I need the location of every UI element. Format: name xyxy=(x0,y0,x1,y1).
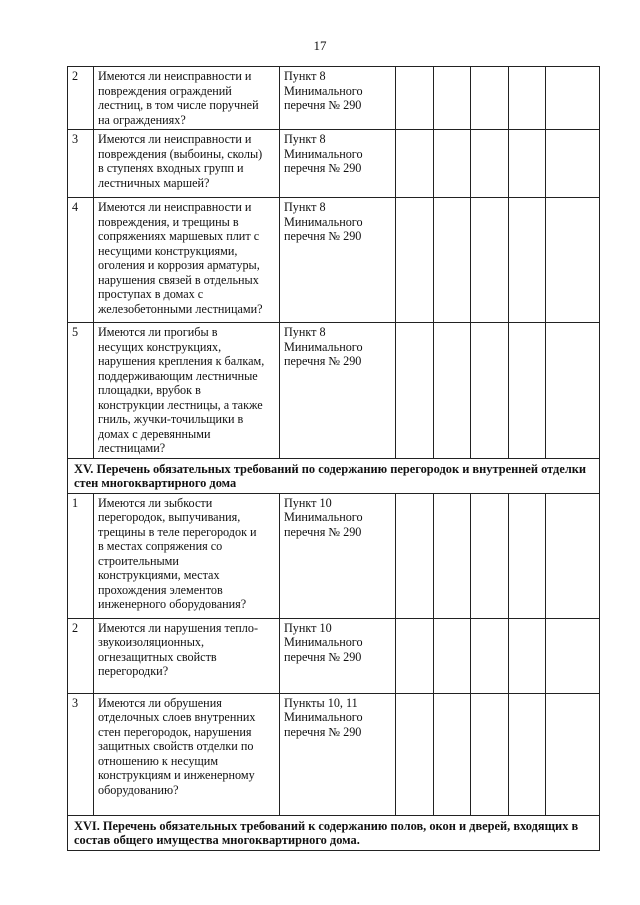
section-header-xvi xyxy=(68,815,600,850)
answer-cell-no[interactable] xyxy=(434,618,471,693)
requirement-question: Имеются ли обрушения отделочных слоев внутренних стен перегородок, нарушения защитных свойств отделки по отношению к несущим конструкциям и инженерному оборудованию? xyxy=(94,693,280,815)
notes-cell[interactable] xyxy=(546,693,600,815)
requirements-checklist-table xyxy=(67,66,600,851)
answer-cell-no[interactable] xyxy=(434,323,471,459)
answer-cell-yes[interactable] xyxy=(396,67,434,130)
answer-cell-extra[interactable] xyxy=(509,323,546,459)
notes-cell[interactable] xyxy=(546,618,600,693)
notes-cell[interactable] xyxy=(546,198,600,323)
answer-cell-na[interactable] xyxy=(471,130,509,198)
row-number: 3 xyxy=(68,693,94,815)
answer-cell-yes[interactable] xyxy=(396,323,434,459)
table-row xyxy=(68,323,600,459)
answer-cell-na[interactable] xyxy=(471,618,509,693)
notes-cell[interactable] xyxy=(546,67,600,130)
table-row xyxy=(68,130,600,198)
requirement-question: Имеются ли неисправности и повреждения (выбоины, сколы) в ступенях входных групп и лестничных маршей? xyxy=(94,130,280,198)
row-number: 2 xyxy=(68,618,94,693)
answer-cell-na[interactable] xyxy=(471,323,509,459)
row-number: 2 xyxy=(68,67,94,130)
answer-cell-yes[interactable] xyxy=(396,130,434,198)
requirement-question: Имеются ли нарушения тепло- звукоизоляционных, огнезащитных свойств перегородки? xyxy=(94,618,280,693)
legal-reference: Пункт 8 Минимального перечня № 290 xyxy=(280,67,396,130)
table-row xyxy=(68,67,600,130)
section-title: XV. Перечень обязательных требований по содержанию перегородок и внутренней отделки стен многоквартирного дома xyxy=(68,458,600,493)
notes-cell[interactable] xyxy=(546,130,600,198)
answer-cell-yes[interactable] xyxy=(396,198,434,323)
answer-cell-yes[interactable] xyxy=(396,493,434,618)
table-row xyxy=(68,493,600,618)
answer-cell-na[interactable] xyxy=(471,67,509,130)
notes-cell[interactable] xyxy=(546,323,600,459)
notes-cell[interactable] xyxy=(546,493,600,618)
row-number: 3 xyxy=(68,130,94,198)
answer-cell-no[interactable] xyxy=(434,130,471,198)
answer-cell-extra[interactable] xyxy=(509,130,546,198)
table-row xyxy=(68,618,600,693)
legal-reference: Пункты 10, 11 Минимального перечня № 290 xyxy=(280,693,396,815)
answer-cell-no[interactable] xyxy=(434,693,471,815)
table-row xyxy=(68,198,600,323)
answer-cell-no[interactable] xyxy=(434,67,471,130)
answer-cell-extra[interactable] xyxy=(509,493,546,618)
answer-cell-no[interactable] xyxy=(434,198,471,323)
answer-cell-na[interactable] xyxy=(471,493,509,618)
answer-cell-extra[interactable] xyxy=(509,198,546,323)
row-number: 4 xyxy=(68,198,94,323)
answer-cell-extra[interactable] xyxy=(509,693,546,815)
answer-cell-na[interactable] xyxy=(471,198,509,323)
section-header-xv xyxy=(68,458,600,493)
answer-cell-na[interactable] xyxy=(471,693,509,815)
requirement-question: Имеются ли зыбкости перегородок, выпучивания, трещины в теле перегородок и в местах сопряжения со строительными конструкциями, местах прохождения элементов инженерного оборудования? xyxy=(94,493,280,618)
table-row xyxy=(68,693,600,815)
legal-reference: Пункт 8 Минимального перечня № 290 xyxy=(280,198,396,323)
requirement-question: Имеются ли неисправности и повреждения ограждений лестниц, в том числе поручней на ограждениях? xyxy=(94,67,280,130)
requirement-question: Имеются ли прогибы в несущих конструкциях, нарушения крепления к балкам, поддерживающим лестничные площадки, врубок в конструкции лестницы, а также гниль, жучки-точильщики в домах с деревянными лестницами? xyxy=(94,323,280,459)
answer-cell-yes[interactable] xyxy=(396,618,434,693)
requirement-question: Имеются ли неисправности и повреждения, и трещины в сопряжениях маршевых плит с несущими конструкциями, оголения и коррозия арматуры, нарушения связей в отдельных проступах в домах с железобетонными лестницами? xyxy=(94,198,280,323)
legal-reference: Пункт 10 Минимального перечня № 290 xyxy=(280,493,396,618)
answer-cell-yes[interactable] xyxy=(396,693,434,815)
legal-reference: Пункт 8 Минимального перечня № 290 xyxy=(280,323,396,459)
answer-cell-extra[interactable] xyxy=(509,618,546,693)
section-title: XVI. Перечень обязательных требований к содержанию полов, окон и дверей, входящих в состав общего имущества многоквартирного дома. xyxy=(68,815,600,850)
row-number: 1 xyxy=(68,493,94,618)
answer-cell-extra[interactable] xyxy=(509,67,546,130)
legal-reference: Пункт 10 Минимального перечня № 290 xyxy=(280,618,396,693)
answer-cell-no[interactable] xyxy=(434,493,471,618)
legal-reference: Пункт 8 Минимального перечня № 290 xyxy=(280,130,396,198)
page-number: 17 xyxy=(313,38,327,53)
row-number: 5 xyxy=(68,323,94,459)
